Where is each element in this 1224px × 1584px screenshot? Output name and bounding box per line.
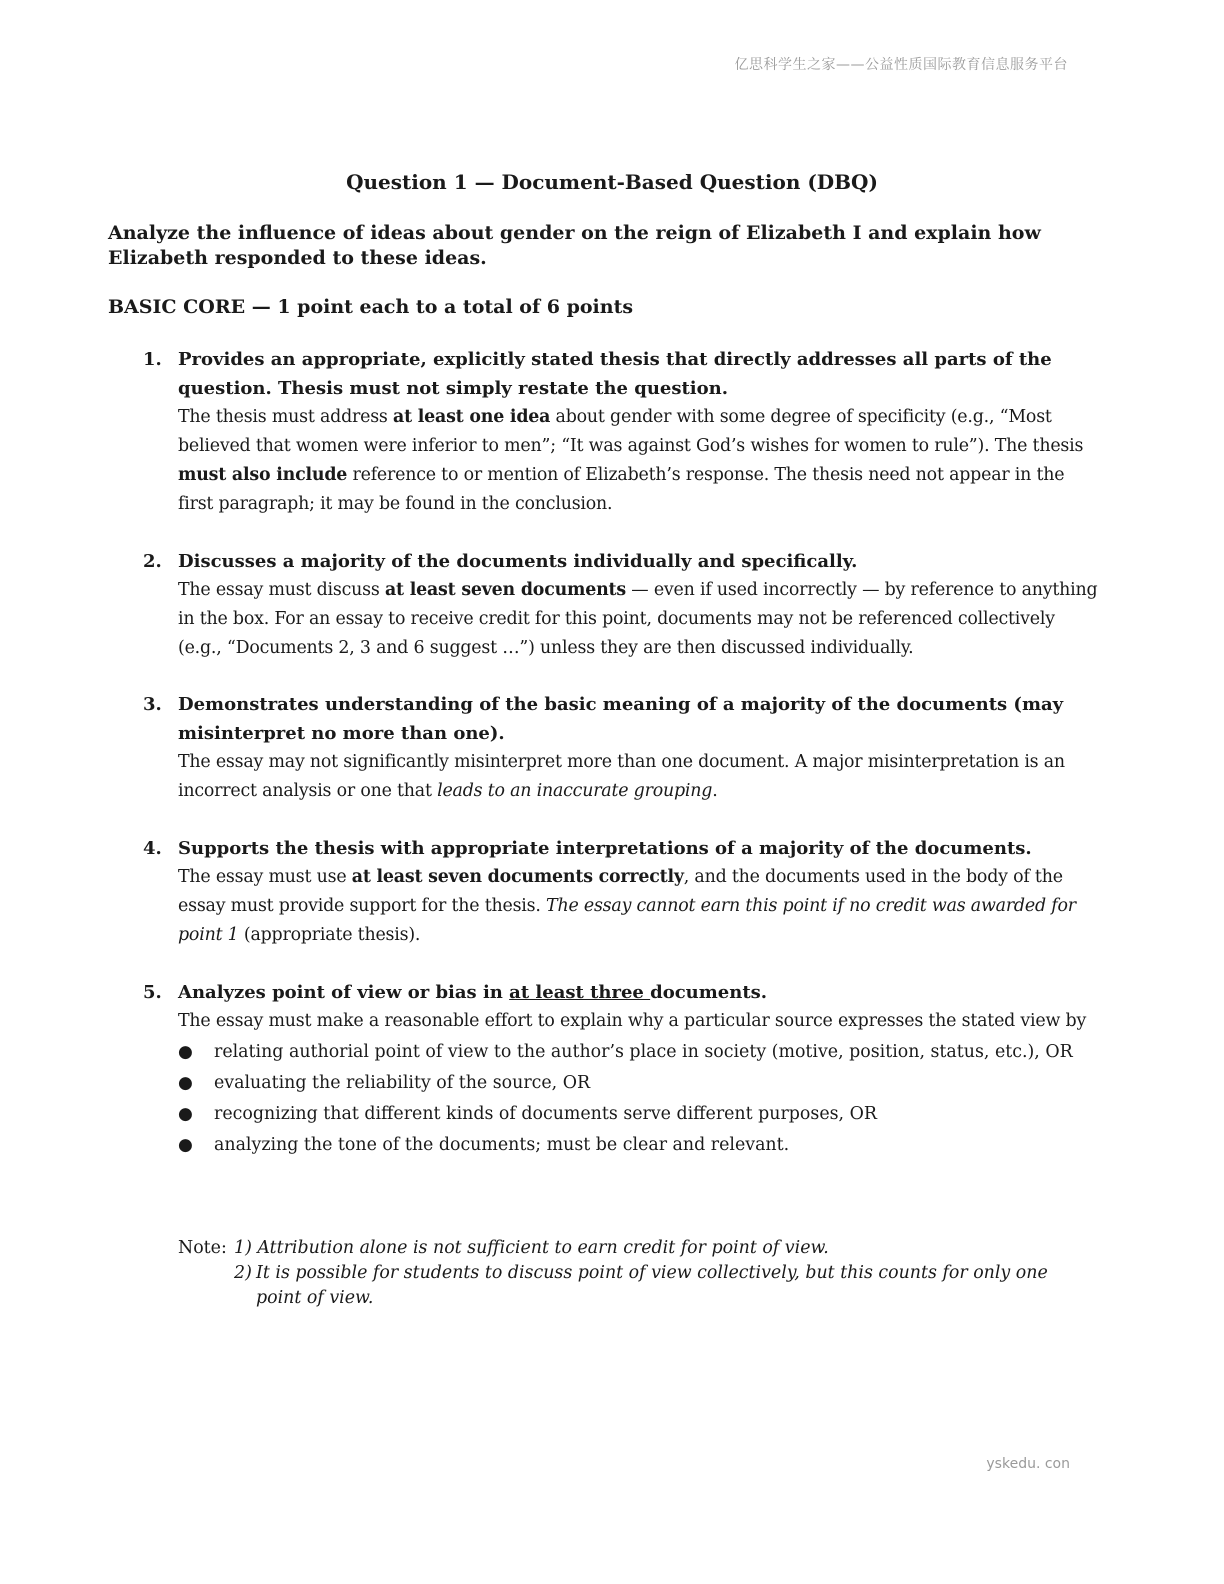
criterion-1 xyxy=(143,345,1103,519)
criterion-number: 1. xyxy=(143,349,162,370)
criterion-4 xyxy=(143,834,1103,950)
question-prompt: Analyze the influence of ideas about gender on the reign of Elizabeth I and explain how Elizabeth responded to these ideas. xyxy=(108,222,1041,269)
bullet-icon: ● xyxy=(178,1104,193,1124)
footer-site: yskedu. con xyxy=(986,1456,1070,1472)
criterion-text: The essay may not significantly misinterpret more than one document. A major misinterpretation is an incorrect analysis or one that leads to an inaccurate grouping. xyxy=(178,752,1065,801)
criterion-text: The essay must discuss at least seven documents — even if used incorrectly — by reference to anything in the box. For an essay to receive credit for this point, documents may not be referenced collectively (e.g., “Documents 2, 3 and 6 suggest …”) unless they are then discussed individually. xyxy=(178,580,1098,658)
page-title: Question 1 — Document-Based Question (DBQ) xyxy=(346,170,878,194)
criterion-3 xyxy=(143,690,1103,806)
list-item: ● recognizing that different kinds of documents serve different purposes, OR xyxy=(178,1100,1103,1129)
criterion-text: The essay must make a reasonable effort to explain why a particular source expresses the stated view by xyxy=(178,1011,1087,1031)
bullet-icon: ● xyxy=(178,1073,193,1093)
note-item-1: 1) Attribution alone is not sufficient to earn credit for point of view. xyxy=(234,1238,829,1258)
criterion-heading: Supports the thesis with appropriate interpretations of a majority of the documents. xyxy=(178,838,1032,859)
criterion-heading: Demonstrates understanding of the basic meaning of a majority of the documents (may misinterpret no more than one). xyxy=(178,694,1064,744)
criterion-text: The essay must use at least seven documents correctly, and the documents used in the body of the essay must provide support for the thesis. The essay cannot earn this point if no credit was awarded for point 1 (appropriate thesis). xyxy=(178,867,1076,945)
criterion-5 xyxy=(143,978,1103,1162)
criterion-number: 3. xyxy=(143,694,162,715)
basic-core-heading: BASIC CORE — 1 point each to a total of 6 points xyxy=(108,296,634,318)
note-item-2: 2) It is possible for students to discuss point of view collectively, but this counts for only one point of view. xyxy=(234,1263,1048,1308)
list-item: ● relating authorial point of view to the author’s place in society (motive, position, status, etc.), OR xyxy=(178,1038,1103,1067)
criterion-text: The thesis must address at least one idea about gender with some degree of specificity (e.g., “Most believed that women were inferior to men”; “It was against God’s wishes for women to rule”). The thesis must also include reference to or mention of Elizabeth’s response. The thesis need not appear in the first paragraph; it may be found in the conclusion. xyxy=(178,407,1084,514)
criterion-number: 2. xyxy=(143,551,162,572)
note-label: Note: xyxy=(178,1238,227,1258)
point-of-view-list xyxy=(143,1038,1103,1160)
list-item: ● analyzing the tone of the documents; must be clear and relevant. xyxy=(178,1131,1103,1160)
point-of-view-note xyxy=(178,1236,1098,1311)
criterion-heading: Discusses a majority of the documents individually and specifically. xyxy=(178,551,858,572)
header-site-note: 亿思科学生之家——公益性质国际教育信息服务平台 xyxy=(734,57,1068,73)
criterion-heading: Provides an appropriate, explicitly stated thesis that directly addresses all parts of the question. Thesis must not simply restate the question. xyxy=(178,349,1052,399)
bullet-icon: ● xyxy=(178,1135,193,1155)
criterion-heading: Analyzes point of view or bias in at least three documents. xyxy=(178,982,768,1003)
list-item: ● evaluating the reliability of the source, OR xyxy=(178,1069,1103,1098)
criterion-number: 5. xyxy=(143,982,162,1003)
criterion-2 xyxy=(143,547,1103,663)
criterion-number: 4. xyxy=(143,838,162,859)
bullet-icon: ● xyxy=(178,1042,193,1062)
